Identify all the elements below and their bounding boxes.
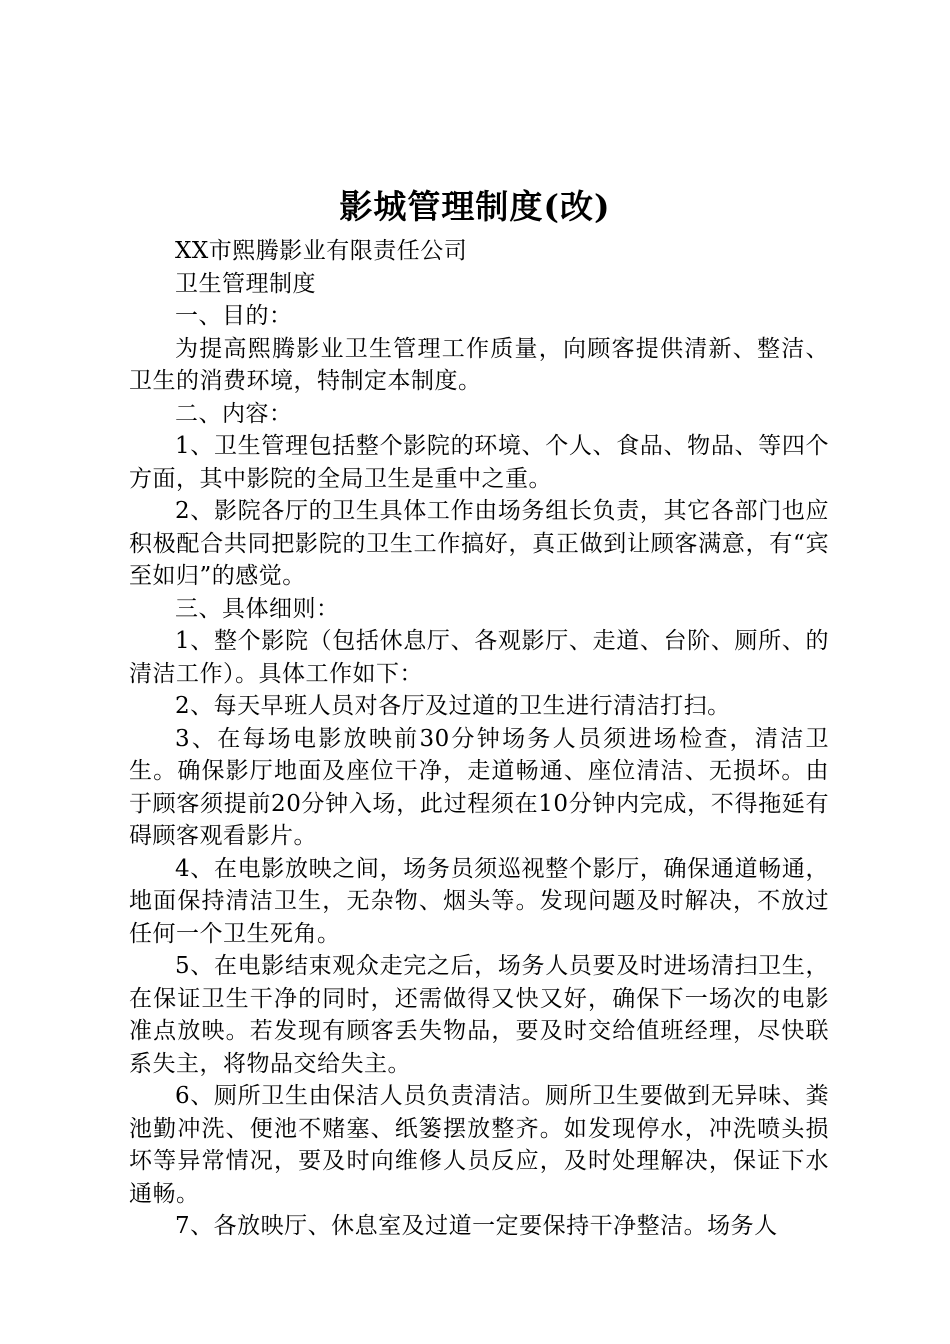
heading-content: 二、内容：	[175, 400, 293, 427]
company-name: XX市熙腾影业有限责任公司	[175, 238, 468, 264]
heading-details: 三、具体细则：	[175, 595, 340, 622]
paragraph-detail-5: 5、在电影结束观众走完之后，场务人员要及时进场清扫卫生，在保证卫生干净的同时，还需做得又快又好，确保下一场次的电影准点放映。若发现有顾客丢失物品，要及时交给值班经理，尽快联系失主，将物品交给失主。	[129, 953, 829, 1077]
paragraph-detail-7: 7、各放映厅、休息室及过道一定要保持干净整洁。场务人	[175, 1213, 778, 1239]
heading-purpose: 一、目的：	[175, 303, 293, 329]
paragraph-detail-2: 2、每天早班人员对各厅及过道的卫生进行清洁打扫。	[175, 693, 731, 719]
paragraph-purpose: 为提高熙腾影业卫生管理工作质量，向顾客提供清新、整洁、卫生的消费环境，特制定本制度。	[129, 335, 829, 394]
paragraph-detail-1: 1、整个影院（包括休息厅、各观影厅、走道、台阶、厕所、的清洁工作）。具体工作如下：	[129, 628, 829, 687]
paragraph-detail-4: 4、在电影放映之间，场务员须巡视整个影厅，确保通道畅通，地面保持清洁卫生，无杂物、烟头等。发现问题及时解决，不放过任何一个卫生死角。	[129, 855, 829, 947]
paragraph-detail-6: 6、厕所卫生由保洁人员负责清洁。厕所卫生要做到无异味、粪池勤冲洗、便池不赌塞、纸篓摆放整齐。如发现停水，冲洗喷头损坏等异常情况，要及时向维修人员反应，及时处理解决，保证下水通畅。	[129, 1083, 829, 1207]
section-title: 卫生管理制度	[175, 270, 316, 297]
document-body	[129, 235, 829, 1243]
document-title: 影城管理制度(改)	[339, 187, 611, 226]
paragraph-content-1: 1、卫生管理包括整个影院的环境、个人、食品、物品、等四个方面，其中影院的全局卫生是重中之重。	[129, 433, 829, 492]
paragraph-detail-3: 3、在每场电影放映前30分钟场务人员须进场检查，清洁卫生。确保影厅地面及座位干净，走道畅通、座位清洁、无损坏。由于顾客须提前20分钟入场，此过程须在10分钟内完成，不得拖延有碍顾客观看影片。	[129, 725, 829, 849]
paragraph-content-2: 2、影院各厅的卫生具体工作由场务组长负责，其它各部门也应积极配合共同把影院的卫生工作搞好，真正做到让顾客满意，有“宾至如归”的感觉。	[129, 498, 829, 589]
